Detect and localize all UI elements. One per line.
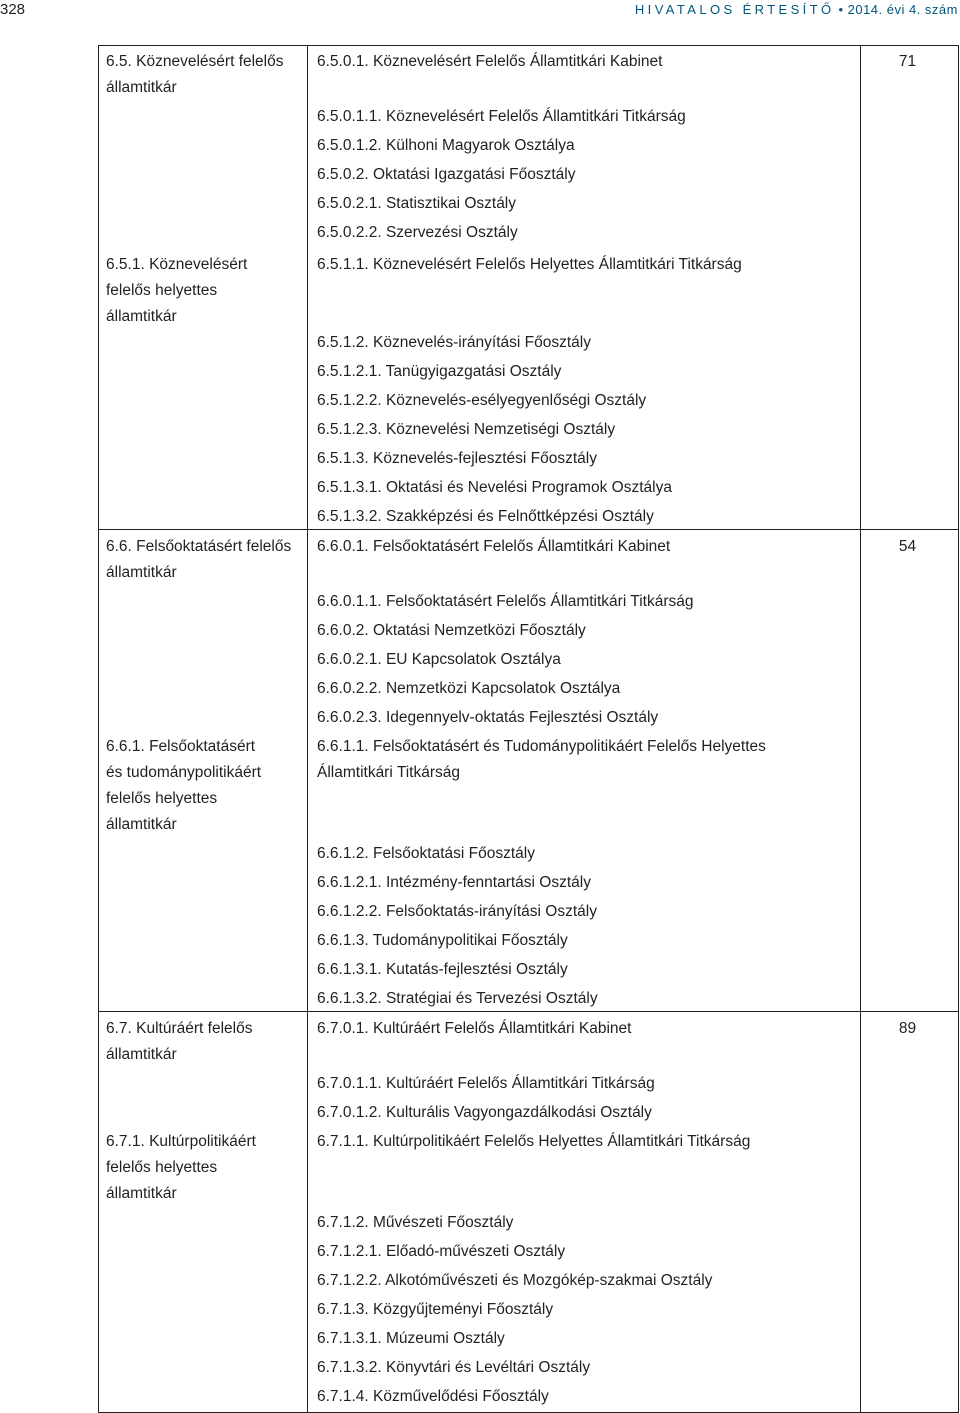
table-border-left — [98, 45, 99, 1413]
unit-row: 6.5.0.2.1. Statisztikai Osztály — [317, 195, 517, 212]
unit-row: 6.5.1.1. Köznevelésért Felelős Helyettes Államtitkári Titkárság — [317, 256, 742, 273]
unit-row: 6.6.1.2. Felsőoktatási Főosztály — [317, 845, 535, 862]
header-separator: • — [838, 2, 844, 17]
table-border-right — [958, 45, 959, 1413]
unit-row: 6.6.0.2.1. EU Kapcsolatok Osztálya — [317, 651, 561, 668]
unit-row: 6.5.1.3. Köznevelés-fejlesztési Főosztály — [317, 450, 597, 467]
unit-row: 6.7.1.3. Közgyűjteményi Főosztály — [317, 1301, 554, 1318]
staff-count: 54 — [898, 538, 917, 555]
unit-row: 6.7.0.1.2. Kulturális Vagyongazdálkodási Osztály — [317, 1104, 652, 1121]
unit-row: 6.6.1.3.2. Stratégiai és Tervezési Osztály — [317, 990, 598, 1007]
secretary-label: 6.7. Kultúráért felelős államtitkár — [106, 1020, 253, 1063]
unit-row: 6.7.1.1. Kultúrpolitikáért Felelős Helyettes Államtitkári Titkárság — [317, 1133, 751, 1150]
unit-row: 6.5.1.3.2. Szakképzési és Felnőttképzési Osztály — [317, 508, 654, 525]
table-border-top — [98, 45, 959, 46]
unit-row: 6.7.1.4. Közművelődési Főosztály — [317, 1388, 549, 1405]
deputy-secretary-label: 6.7.1. Kultúrpolitikáért felelős helyettes államtitkár — [106, 1133, 256, 1202]
page-header — [0, 0, 960, 24]
staff-count: 71 — [898, 53, 917, 70]
unit-row: 6.6.1.2.2. Felsőoktatás-irányítási Osztály — [317, 903, 597, 920]
unit-row: 6.5.0.1.1. Köznevelésért Felelős Államtitkári Titkárság — [317, 108, 686, 125]
unit-row: 6.6.1.1. Felsőoktatásért és Tudománypolitikáért Felelős Helyettes Államtitkári Titkárság — [317, 738, 766, 781]
unit-row: 6.6.1.3. Tudománypolitikai Főosztály — [317, 932, 568, 949]
unit-row: 6.6.0.2.3. Idegennyelv-oktatás Fejlesztési Osztály — [317, 709, 659, 726]
organization-table — [98, 45, 959, 1413]
unit-row: 6.5.0.2.2. Szervezési Osztály — [317, 224, 518, 241]
deputy-secretary-label: 6.5.1. Köznevelésért felelős helyettes államtitkár — [106, 256, 248, 325]
column-divider — [307, 45, 308, 1413]
unit-row: 6.6.0.1.1. Felsőoktatásért Felelős Államtitkári Titkárság — [317, 593, 694, 610]
unit-row: 6.7.0.1. Kultúráért Felelős Államtitkári Kabinet — [317, 1020, 632, 1037]
unit-row: 6.7.1.3.1. Múzeumi Osztály — [317, 1330, 505, 1347]
unit-row: 6.6.1.2.1. Intézmény-fenntartási Osztály — [317, 874, 591, 891]
unit-row: 6.6.0.2.2. Nemzetközi Kapcsolatok Osztálya — [317, 680, 621, 697]
group-divider — [98, 1011, 959, 1012]
unit-row: 6.7.1.2.2. Alkotóművészeti és Mozgókép-szakmai Osztály — [317, 1272, 713, 1289]
unit-row: 6.7.1.3.2. Könyvtári és Levéltári Osztály — [317, 1359, 591, 1376]
journal-title: HIVATALOS ÉRTESÍTŐ — [634, 2, 835, 17]
unit-row: 6.5.1.2.2. Köznevelés-esélyegyenlőségi Osztály — [317, 392, 647, 409]
unit-row: 6.7.1.2. Művészeti Főosztály — [317, 1214, 514, 1231]
page-number: 328 — [0, 1, 26, 18]
unit-row: 6.7.1.2.1. Előadó-művészeti Osztály — [317, 1243, 566, 1260]
unit-row: 6.5.1.2.1. Tanügyigazgatási Osztály — [317, 363, 562, 380]
unit-row: 6.5.1.3.1. Oktatási és Nevelési Programok Osztálya — [317, 479, 672, 496]
unit-row: 6.5.0.1.2. Külhoni Magyarok Osztálya — [317, 137, 575, 154]
unit-row: 6.7.0.1.1. Kultúráért Felelős Államtitkári Titkárság — [317, 1075, 655, 1092]
unit-row: 6.6.0.1. Felsőoktatásért Felelős Államtitkári Kabinet — [317, 538, 671, 555]
unit-row: 6.6.0.2. Oktatási Nemzetközi Főosztály — [317, 622, 586, 639]
staff-count: 89 — [898, 1020, 917, 1037]
unit-row: 6.6.1.3.1. Kutatás-fejlesztési Osztály — [317, 961, 568, 978]
unit-row: 6.5.0.2. Oktatási Igazgatási Főosztály — [317, 166, 576, 183]
column-divider — [860, 45, 861, 1413]
deputy-secretary-label: 6.6.1. Felsőoktatásért és tudománypolitikáért felelős helyettes államtitkár — [106, 738, 262, 833]
secretary-label: 6.5. Köznevelésért felelős államtitkár — [106, 53, 284, 96]
unit-row: 6.5.1.2. Köznevelés-irányítási Főosztály — [317, 334, 591, 351]
running-head — [635, 0, 958, 20]
unit-row: 6.5.1.2.3. Köznevelési Nemzetiségi Osztály — [317, 421, 616, 438]
issue-label: 2014. évi 4. szám — [847, 2, 958, 17]
unit-row: 6.5.0.1. Köznevelésért Felelős Államtitkári Kabinet — [317, 53, 663, 70]
group-divider — [98, 529, 959, 530]
secretary-label: 6.6. Felsőoktatásért felelős államtitkár — [106, 538, 292, 581]
